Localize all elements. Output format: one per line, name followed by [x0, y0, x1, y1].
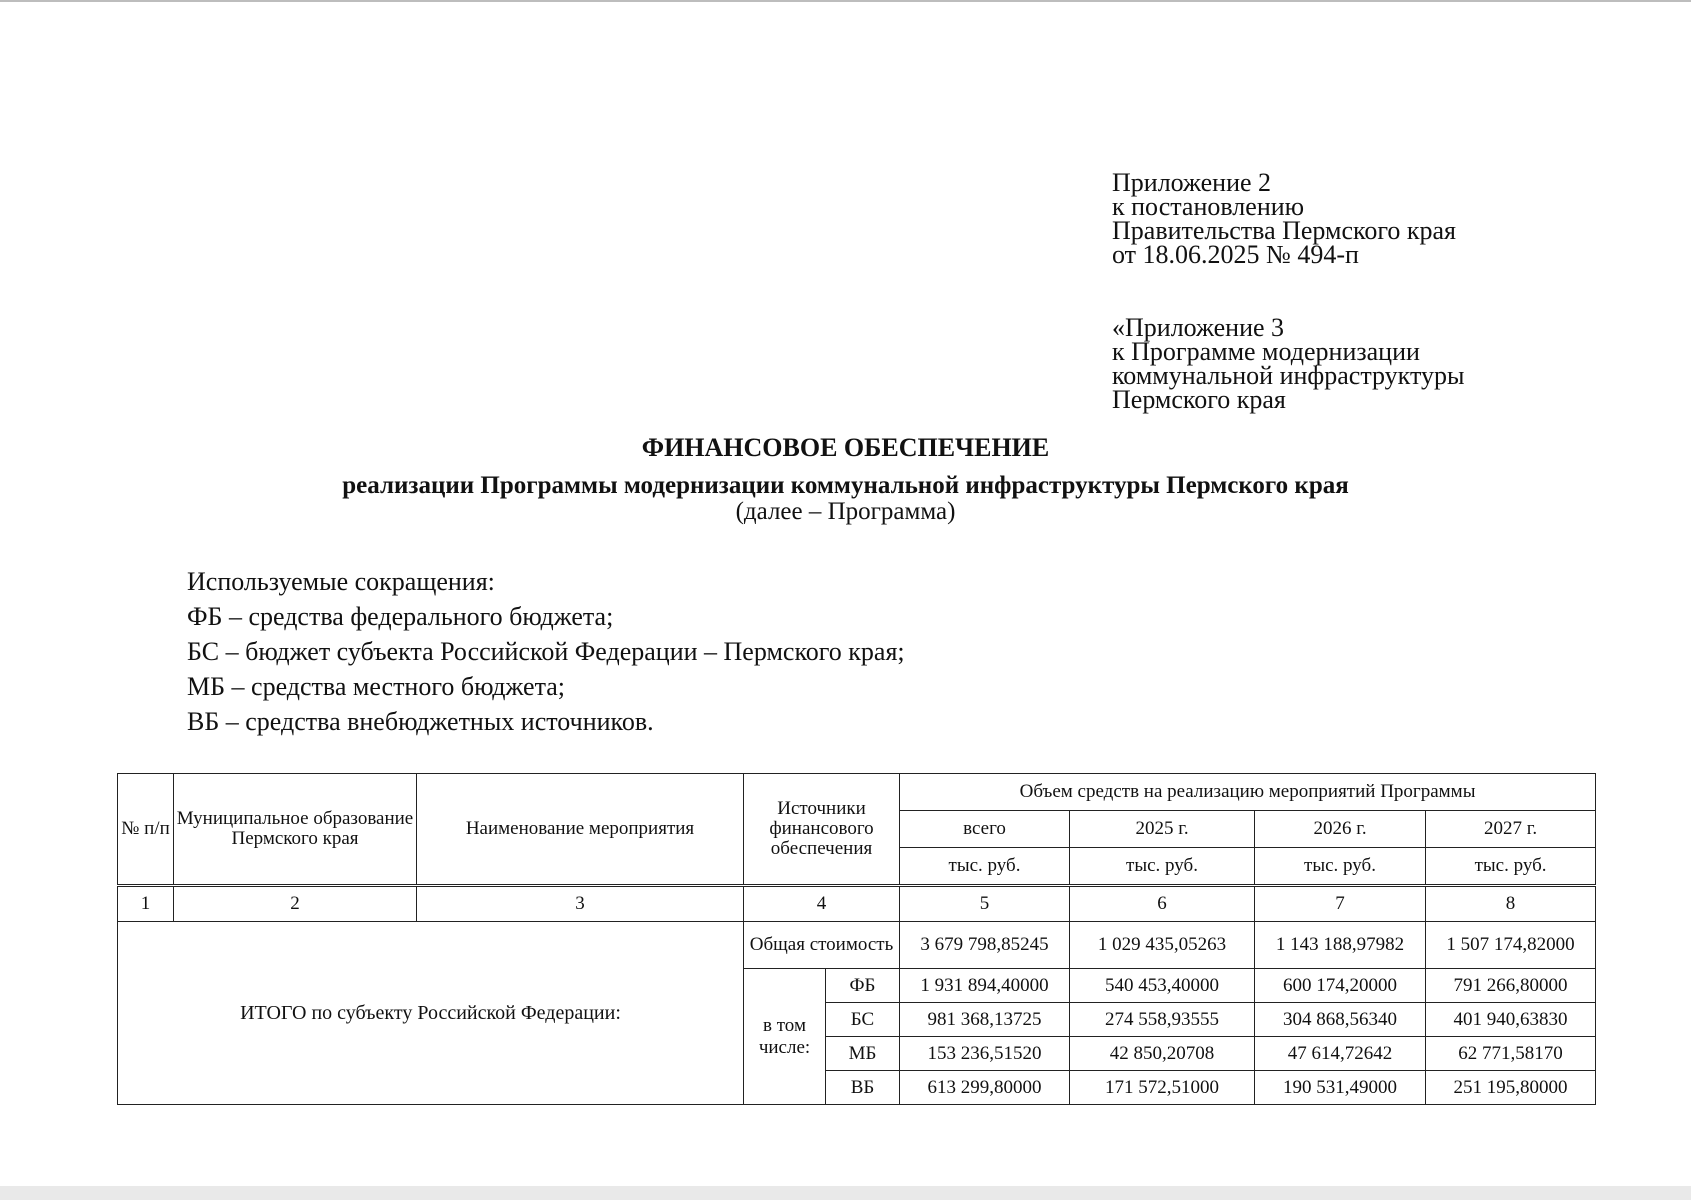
column-number: 8 — [1426, 886, 1596, 922]
source-code: ФБ — [826, 969, 900, 1003]
attachment-line: к Программе модернизации — [1112, 337, 1420, 366]
attachment-block-program — [1112, 313, 1465, 414]
header-municipality: Муниципальное образование Пермского края — [174, 774, 417, 886]
attachment-block-decree — [1112, 168, 1456, 269]
table-cell: 171 572,51000 — [1070, 1071, 1255, 1105]
column-number: 4 — [744, 886, 900, 922]
table-cell: 42 850,20708 — [1070, 1037, 1255, 1071]
table-cell: 304 868,56340 — [1255, 1003, 1426, 1037]
source-code: МБ — [826, 1037, 900, 1071]
attachment-line: от 18.06.2025 № 494-п — [1112, 240, 1359, 269]
scan-top-edge — [0, 0, 1691, 2]
abbreviation-item: МБ – средства местного бюджета; — [187, 672, 566, 701]
attachment-line: к постановлению — [1112, 192, 1305, 221]
header-year: всего — [900, 811, 1070, 848]
table-cell: 600 174,20000 — [1255, 969, 1426, 1003]
column-number: 3 — [417, 886, 744, 922]
total-cost-value: 1 029 435,05263 — [1070, 922, 1255, 969]
attachment-line: коммунальной инфраструктуры — [1112, 361, 1465, 390]
financing-table — [117, 773, 1596, 1105]
attachment-line: Приложение 2 — [1112, 168, 1272, 197]
table-cell: 1 931 894,40000 — [900, 969, 1070, 1003]
table-cell: 47 614,72642 — [1255, 1037, 1426, 1071]
table-cell: 401 940,63830 — [1426, 1003, 1596, 1037]
header-activity: Наименование мероприятия — [417, 774, 744, 886]
table-cell: 190 531,49000 — [1255, 1071, 1426, 1105]
header-sources: Источники финансового обеспечения — [744, 774, 900, 886]
column-number: 2 — [174, 886, 417, 922]
header-volume: Объем средств на реализацию мероприятий Программы — [900, 774, 1596, 811]
document-title: ФИНАНСОВОЕ ОБЕСПЕЧЕНИЕ — [641, 433, 1050, 462]
column-number: 6 — [1070, 886, 1255, 922]
table-cell: 540 453,40000 — [1070, 969, 1255, 1003]
source-code: БС — [826, 1003, 900, 1037]
total-label: ИТОГО по субъекту Российской Федерации: — [118, 922, 744, 1105]
table-cell: 613 299,80000 — [900, 1071, 1070, 1105]
total-cost-value: 3 679 798,85245 — [900, 922, 1070, 969]
column-number: 1 — [118, 886, 174, 922]
header-unit: тыс. руб. — [1070, 848, 1255, 886]
abbreviation-item: ВБ – средства внебюджетных источников. — [187, 707, 654, 736]
document-subtitle: реализации Программы модернизации коммунальной инфраструктуры Пермского края — [342, 472, 1349, 499]
table-cell: 251 195,80000 — [1426, 1071, 1596, 1105]
header-year: 2025 г. — [1070, 811, 1255, 848]
total-cost-label: Общая стоимость — [744, 922, 900, 969]
header-unit: тыс. руб. — [1426, 848, 1596, 886]
abbreviations-heading: Используемые сокращения: — [187, 567, 495, 596]
abbreviation-item: ФБ – средства федерального бюджета; — [187, 602, 614, 631]
header-year: 2027 г. — [1426, 811, 1596, 848]
abbreviations-block — [187, 564, 905, 739]
table-cell: 274 558,93555 — [1070, 1003, 1255, 1037]
total-cost-value: 1 143 188,97982 — [1255, 922, 1426, 969]
total-cost-value: 1 507 174,82000 — [1426, 922, 1596, 969]
column-number: 7 — [1255, 886, 1426, 922]
header-num: № п/п — [118, 774, 174, 886]
attachment-line: «Приложение 3 — [1112, 313, 1285, 342]
column-number-row — [118, 886, 1596, 922]
table-cell: 981 368,13725 — [900, 1003, 1070, 1037]
header-year: 2026 г. — [1255, 811, 1426, 848]
abbreviation-item: БС – бюджет субъекта Российской Федерации – Пермского края; — [187, 637, 905, 666]
table-row — [118, 922, 1596, 969]
header-unit: тыс. руб. — [1255, 848, 1426, 886]
table-cell: 153 236,51520 — [900, 1037, 1070, 1071]
table-cell: 791 266,80000 — [1426, 969, 1596, 1003]
table-cell: 62 771,58170 — [1426, 1037, 1596, 1071]
including-label: в том числе: — [744, 969, 826, 1105]
column-number: 5 — [900, 886, 1070, 922]
attachment-line: Правительства Пермского края — [1112, 216, 1456, 245]
table-header-row — [118, 774, 1596, 811]
document-subtitle-note: (далее – Программа) — [735, 498, 956, 525]
source-code: ВБ — [826, 1071, 900, 1105]
attachment-line: Пермского края — [1112, 385, 1286, 414]
header-unit: тыс. руб. — [900, 848, 1070, 886]
scan-bottom-edge — [0, 1186, 1691, 1200]
